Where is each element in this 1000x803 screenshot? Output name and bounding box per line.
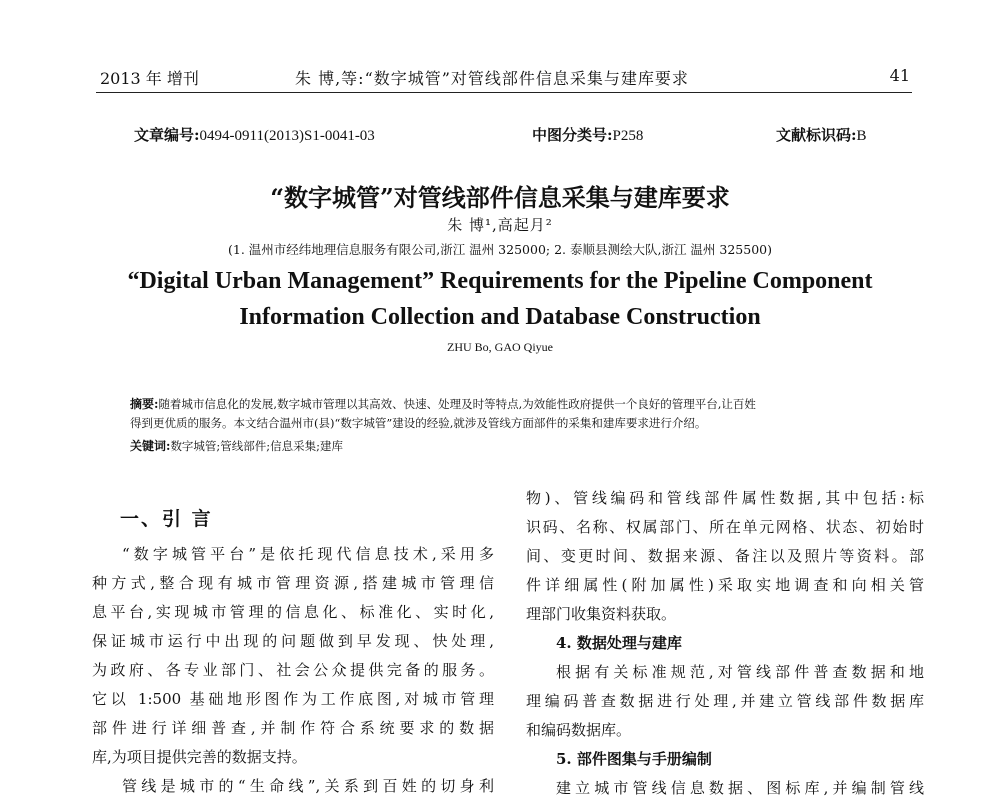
article-number bbox=[134, 124, 375, 145]
abstract-text-1: 随着城市信息化的发展,数字城市管理以其高效、快速、处理及时等特点,为效能性政府提供一个良好的管理平台,让百姓 bbox=[158, 397, 756, 411]
clc-value: P258 bbox=[612, 128, 644, 144]
section-heading-introduction: 一、引 言 bbox=[120, 508, 213, 530]
paragraph-line: 理部门收集资料获取。 bbox=[526, 605, 677, 623]
article-number-label: 文章编号: bbox=[134, 126, 200, 144]
title-english-line-2: Information Collection and Database Construction bbox=[239, 304, 761, 330]
clc-label: 中图分类号: bbox=[532, 126, 613, 144]
paragraph-line: 件详细属性(附加属性)采取实地调查和向相关管 bbox=[526, 576, 924, 594]
paragraph-line: 息平台,实现城市管理的信息化、标准化、实时化, bbox=[92, 603, 494, 621]
paragraph-line: 根据有关标准规范,对管线部件普查数据和地 bbox=[556, 663, 924, 681]
keywords-label: 关键词: bbox=[130, 439, 171, 453]
paragraph-line: 库,为项目提供完善的数据支持。 bbox=[92, 748, 307, 766]
title-english-line-1: “Digital Urban Management” Requirements for the Pipeline Component bbox=[127, 268, 873, 294]
header-article-citation: 朱 博,等:“数字城管”对管线部件信息采集与建库要求 bbox=[295, 69, 689, 88]
document-code-value: B bbox=[856, 128, 867, 144]
document-code-label: 文献标识码: bbox=[776, 126, 857, 144]
paragraph-line: 部件进行详细普查,并制作符合系统要求的数据 bbox=[92, 719, 494, 737]
affiliations: (1. 温州市经纬地理信息服务有限公司,浙江 温州 325000; 2. 泰顺县测绘大队,浙江 温州 325500) bbox=[227, 242, 772, 257]
authors-english: ZHU Bo, GAO Qiyue bbox=[447, 340, 553, 354]
paragraph-line: 理编码普查数据进行处理,并建立管线部件数据库 bbox=[526, 692, 924, 710]
left-column bbox=[92, 540, 494, 801]
paragraph-line: 间、变更时间、数据来源、备注以及照片等资料。部 bbox=[526, 547, 924, 565]
paragraph-line: 种方式,整合现有城市管理资源,搭建城市管理信 bbox=[92, 574, 494, 592]
document-code bbox=[776, 124, 867, 145]
subheading-atlas-manual: 5. 部件图集与手册编制 bbox=[556, 750, 712, 768]
subheading-data-processing: 4. 数据处理与建库 bbox=[556, 634, 682, 652]
header-year-issue: 2013 年 增刊 bbox=[100, 69, 199, 88]
clc-number bbox=[532, 124, 643, 145]
paragraph-line: 识码、名称、权属部门、所在单元网格、状态、初始时 bbox=[526, 518, 924, 536]
paragraph-line: “数字城管平台”是依托现代信息技术,采用多 bbox=[122, 545, 494, 563]
paragraph-line: 它以 1:500 基础地形图作为工作底图,对城市管理 bbox=[92, 690, 494, 708]
article-number-value: 0494-0911(2013)S1-0041-03 bbox=[199, 128, 375, 144]
abstract-label: 摘要: bbox=[130, 397, 159, 411]
paragraph-line: 管线是城市的“生命线”,关系到百姓的切身利 bbox=[122, 777, 494, 795]
keywords-text: 数字城管;管线部件;信息采集;建库 bbox=[170, 439, 344, 453]
page-number: 41 bbox=[889, 66, 910, 85]
paragraph-line: 为政府、各专业部门、社会公众提供完备的服务。 bbox=[92, 661, 494, 679]
abstract-line-2: 得到更优质的服务。本文结合温州市(县)“数字城管”建设的经验,就涉及管线方面部件的采集和建库要求进行介绍。 bbox=[130, 416, 707, 430]
paragraph-line: 物)、管线编码和管线部件属性数据,其中包括:标 bbox=[526, 489, 924, 507]
right-column bbox=[526, 484, 924, 803]
title-chinese: “数字城管”对管线部件信息采集与建库要求 bbox=[270, 183, 730, 212]
keywords bbox=[130, 437, 890, 455]
paragraph-line: 保证城市运行中出现的问题做到早发现、快处理, bbox=[92, 632, 494, 650]
authors-chinese: 朱 博¹,高起月² bbox=[447, 216, 553, 234]
header-divider bbox=[96, 92, 912, 93]
paragraph-line: 和编码数据库。 bbox=[526, 721, 632, 739]
paragraph-line: 建立城市管线信息数据、图标库,并编制管线 bbox=[556, 779, 924, 797]
abstract-line-1 bbox=[130, 395, 890, 413]
